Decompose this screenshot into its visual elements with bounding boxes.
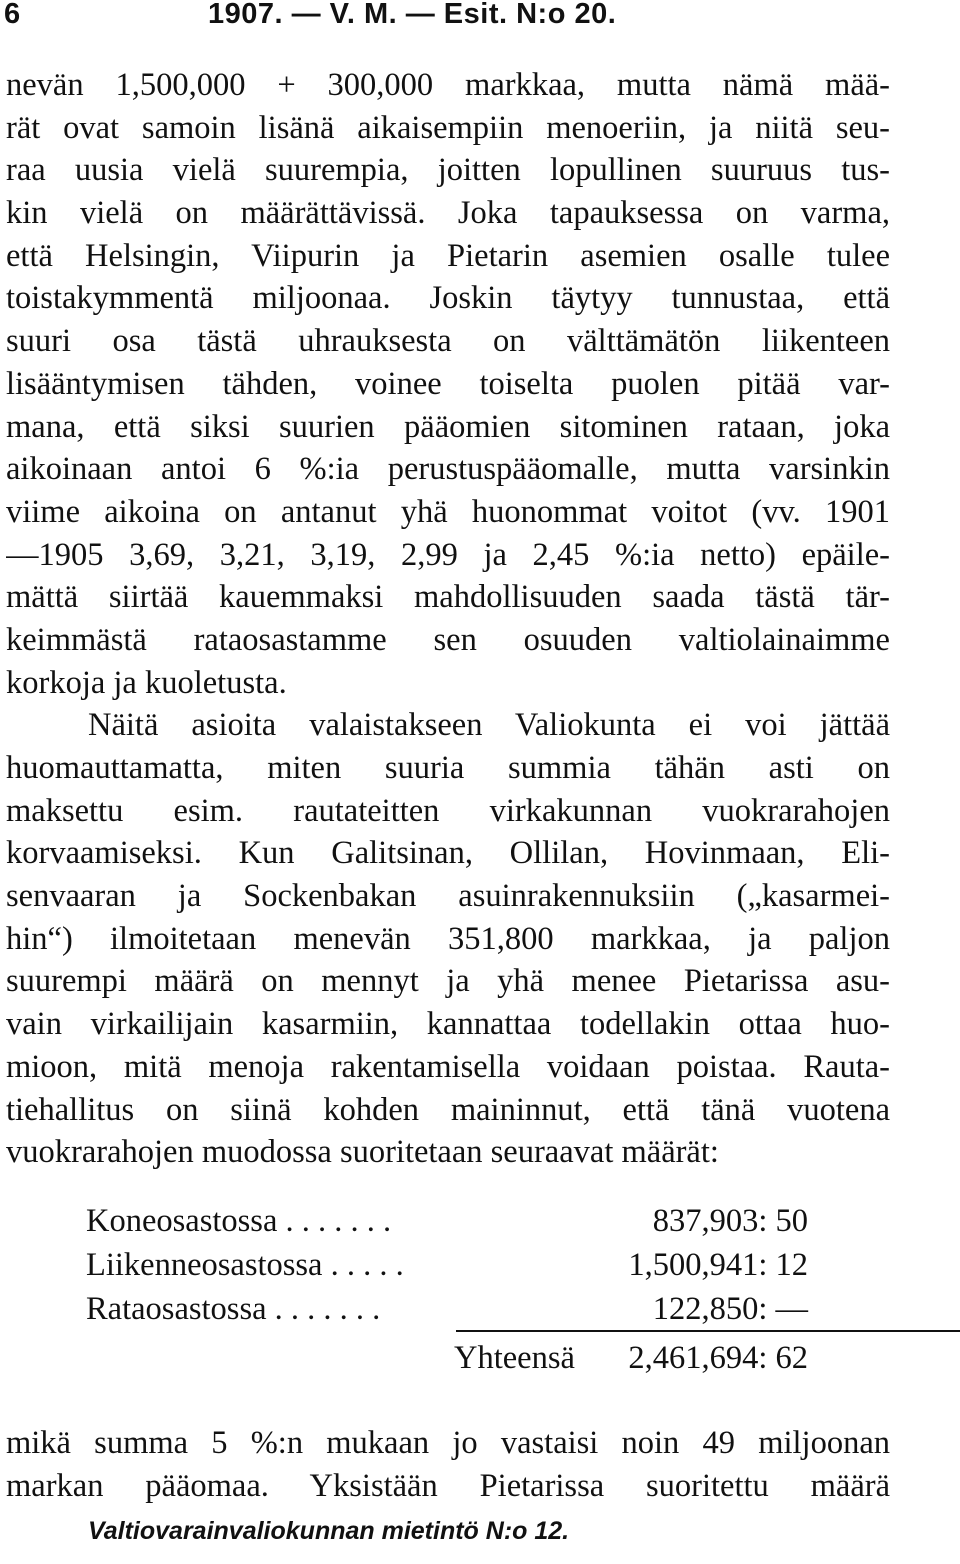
text-line: mättä siirtää kauemmaksi mahdollisuuden saada tästä tär- — [6, 579, 890, 616]
sum-divider — [456, 1330, 960, 1332]
text-line: suurempi määrä on mennyt ja yhä menee Pietarissa asu- — [6, 963, 890, 1000]
page-header — [4, 0, 944, 34]
text-line: senvaaran ja Sockenbakan asuinrakennuksiin („kasarmei- — [6, 878, 890, 915]
closing-paragraph — [6, 1422, 890, 1507]
row-amount: 1,500,941: 12 — [628, 1247, 808, 1283]
body-paragraphs — [6, 64, 890, 1174]
text-line: mioon, mitä menoja rakentamisella voidaan poistaa. Rauta- — [6, 1048, 890, 1085]
page-footer: Valtiovarainvaliokunnan mietintö N:o 12. — [88, 1517, 570, 1545]
text-line: —1905 3,69, 3,21, 3,19, 2,99 ja 2,45 %:ia netto) epäile- — [6, 536, 890, 573]
text-line: nevän 1,500,000 + 300,000 markkaa, mutta nämä mää- — [6, 67, 890, 103]
text-line: huomauttamatta, miten suuria summia tähän asti on — [6, 750, 890, 786]
text-line: maksettu esim. rautateitten virkakunnan vuokrarahojen — [6, 792, 890, 829]
text-line: kin vielä on määrättävissä. Joka tapauksessa on varma, — [6, 195, 890, 232]
row-amount: 122,850: — — [652, 1291, 808, 1327]
text-line: suuri osa tästä uhrauksesta on välttämätön liikenteen — [6, 323, 890, 360]
row-amount: 837,903: 50 — [652, 1203, 808, 1239]
text-line: tiehallitus on siinä kohden maininnut, että tänä vuotena — [6, 1091, 890, 1128]
running-head: 1907. — V. M. — Esit. N:o 20. — [208, 0, 617, 30]
row-label: Liikenneosastossa . . . . . — [86, 1247, 404, 1283]
text-line: raa uusia vielä suurempia, joitten lopullinen suuruus tus- — [6, 152, 890, 189]
total-row — [86, 1331, 808, 1385]
payments-table — [86, 1199, 808, 1385]
page-number: 6 — [4, 0, 21, 30]
text-line: lisääntymisen tähden, voinee toiselta puolen pitää var- — [6, 365, 890, 402]
text-line: vain virkailijain kasarmiin, kannattaa todellakin ottaa huo- — [6, 1006, 890, 1043]
text-line: toistakymmentä miljoonaa. Joskin täytyy tunnustaa, että — [6, 280, 890, 317]
text-line: Näitä asioita valaistakseen Valiokunta ei voi jättää — [88, 707, 890, 744]
text-line: rät ovat samoin lisänä aikaisempiin menoeriin, ja niitä seu- — [6, 109, 890, 146]
text-line: viime aikoina on antanut yhä huonommat voitot (vv. 1901 — [6, 493, 890, 530]
text-line: korvaamiseksi. Kun Galitsinan, Ollilan, Hovinmaan, Eli- — [6, 835, 890, 872]
text-line: markan pääomaa. Yksistään Pietarissa suoritettu määrä — [6, 1467, 890, 1504]
text-line: että Helsingin, Viipurin ja Pietarin asemien osalle tulee — [6, 237, 890, 274]
text-line: korkoja ja kuoletusta. — [6, 664, 287, 701]
row-label: Rataosastossa . . . . . . . — [86, 1291, 381, 1327]
table-row — [86, 1243, 808, 1287]
table-row — [86, 1287, 808, 1331]
text-line: keimmästä rataosastamme sen osuuden valtiolainaimme — [6, 621, 890, 658]
text-line: mana, että siksi suurien pääomien sitominen rataan, joka — [6, 408, 890, 445]
text-line: hin“) ilmoitetaan menevän 351,800 markkaa, ja paljon — [6, 920, 890, 957]
table-row — [86, 1199, 808, 1243]
text-line: vuokrarahojen muodossa suoritetaan seuraavat määrät: — [6, 1134, 719, 1171]
text-line: aikoinaan antoi 6 %:ia perustuspääomalle, mutta varsinkin — [6, 451, 890, 488]
row-label: Koneosastossa . . . . . . . — [86, 1203, 392, 1239]
total-label: Yhteensä — [454, 1340, 575, 1376]
total-amount: 2,461,694: 62 — [628, 1340, 808, 1376]
text-line: mikä summa 5 %:n mukaan jo vastaisi noin 49 miljoonan — [6, 1425, 890, 1461]
